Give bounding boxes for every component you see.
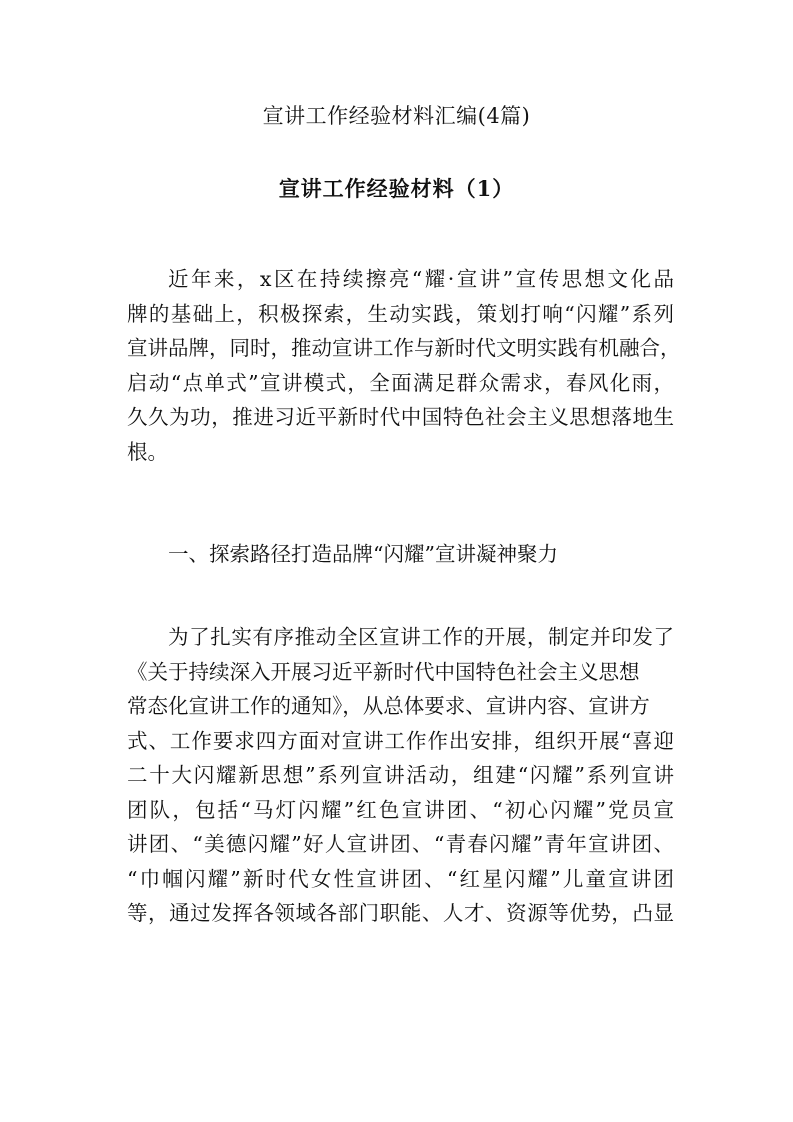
paragraph-line: 久久为功，推进习近平新时代中国特色社会主义思想落地生 — [127, 405, 674, 429]
paragraph-line: 牌的基础上，积极探索，生动实践，策划打响“闪耀”系列 — [127, 301, 674, 326]
paragraph-line: 根。 — [127, 439, 168, 464]
paragraph-line: 等，通过发挥各领域各部门职能、人才、资源等优势，凸显 — [127, 901, 674, 925]
section-heading: 一、探索路径打造品牌“闪耀”宣讲凝神聚力 — [168, 542, 558, 566]
paragraph-line: 《关于持续深入开展习近平新时代中国特色社会主义思想 — [127, 659, 640, 684]
paragraph-line: 团队，包括“马灯闪耀”红色宣讲团、“初心闪耀”党员宣 — [127, 797, 674, 822]
paragraph-line: 为了扎实有序推动全区宣讲工作的开展，制定并印发了 — [168, 625, 674, 649]
paragraph-body — [127, 620, 674, 931]
paragraph-line: “巾帼闪耀”新时代女性宣讲团、“红星闪耀”儿童宣讲团 — [127, 866, 674, 891]
paragraph-line: 式、工作要求四方面对宣讲工作作出安排，组织开展“喜迎 — [127, 728, 674, 753]
document-title: 宣讲工作经验材料汇编(4篇) — [262, 104, 531, 128]
paragraph-line: 启动“点单式”宣讲模式，全面满足群众需求，春风化雨， — [127, 370, 674, 395]
paragraph-line: 讲团、“美德闪耀”好人宣讲团、“青春闪耀”青年宣讲团、 — [127, 832, 674, 856]
paragraph-line: 常态化宣讲工作的通知》，从总体要求、宣讲内容、宣讲方 — [127, 694, 650, 718]
paragraph-intro — [127, 262, 681, 469]
paragraph-line: 近年来，x区在持续擦亮“耀·宣讲”宣传思想文化品 — [168, 267, 674, 291]
paragraph-line: 宣讲品牌，同时，推动宣讲工作与新时代文明实践有机融合， — [127, 336, 681, 360]
section-title: 宣讲工作经验材料（1） — [278, 176, 515, 201]
paragraph-line: 二十大闪耀新思想”系列宣讲活动，组建“闪耀”系列宣讲 — [127, 763, 674, 787]
